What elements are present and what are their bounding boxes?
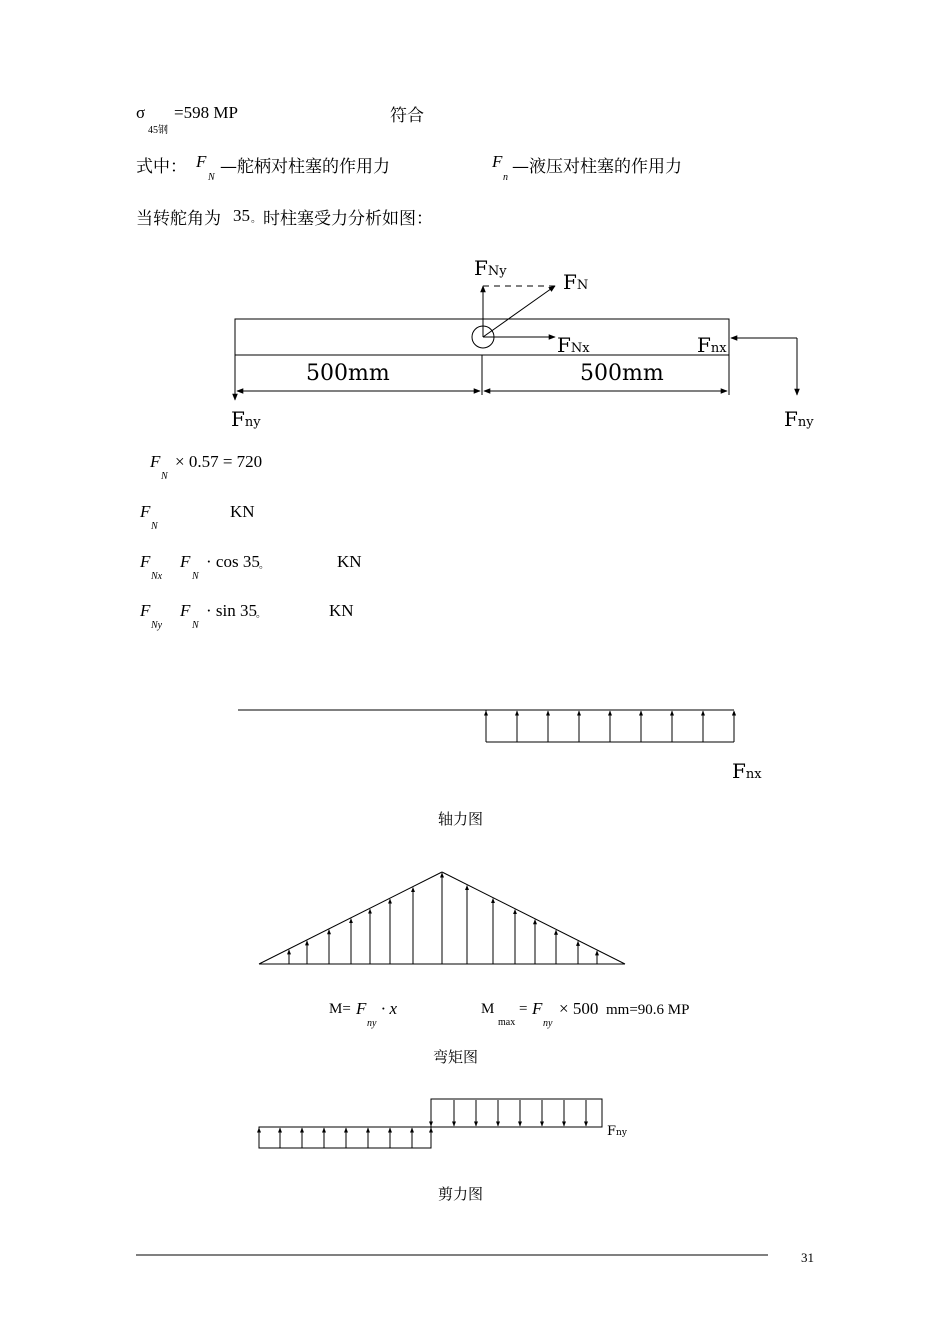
symbol-FN-sub: N xyxy=(208,172,215,183)
sigma-symbol: σ xyxy=(136,103,146,122)
eq4-degree: 。 xyxy=(256,609,266,620)
Fn-description: —液压对柱塞的作用力 xyxy=(512,157,682,177)
moment-F: F xyxy=(356,999,367,1018)
eq4-unit: KN xyxy=(329,601,354,620)
rudder-angle: 35 xyxy=(233,206,250,225)
moment-right-slope xyxy=(442,872,625,964)
eq4-F2: F xyxy=(180,601,191,620)
moment-arrows xyxy=(289,873,597,964)
moment-x: · x xyxy=(381,999,398,1018)
mmax-prefix: M xyxy=(481,1001,495,1017)
shear-caption: 剪力图 xyxy=(438,1185,484,1203)
intro-text-a: 当转舵角为 xyxy=(136,209,221,229)
label-FNy: FNy xyxy=(474,256,507,280)
label-FNx: FNx xyxy=(557,333,590,357)
label-Fny-right: Fny xyxy=(784,407,814,431)
shear-right-block xyxy=(431,1099,602,1127)
eq4-sub2: N xyxy=(192,620,199,631)
eq4-F: F xyxy=(140,601,151,620)
eq3-expression: · cos 35 xyxy=(206,552,260,571)
angle-degree-mark: 。 xyxy=(251,214,261,225)
page-number: 31 xyxy=(801,1250,814,1265)
eq1-expression: × 0.57 = 720 xyxy=(175,452,263,471)
symbol-Fn: F xyxy=(492,152,503,171)
mmax-equals: = xyxy=(519,1001,528,1017)
symbol-Fn-sub: n xyxy=(503,172,508,183)
sigma-value: =598 MP xyxy=(174,103,238,122)
label-FN: FN xyxy=(563,270,589,294)
eq3-unit: KN xyxy=(337,552,362,571)
eq3-sub2: N xyxy=(192,571,199,582)
eq2-sub: N xyxy=(151,521,158,532)
eq3-F: F xyxy=(140,552,151,571)
shear-left-block xyxy=(259,1127,431,1148)
mmax-sub: max xyxy=(498,1017,516,1028)
label-Fny-left: Fny xyxy=(231,407,261,431)
eq3-F2: F xyxy=(180,552,191,571)
moment-M-prefix: M= xyxy=(329,1001,351,1017)
mmax-F: F xyxy=(532,999,543,1018)
FN-arrow xyxy=(483,286,555,337)
sigma-result: 符合 xyxy=(390,106,424,126)
shear-label-Fny: Fny xyxy=(607,1124,627,1139)
eq3-sub: Nx xyxy=(151,571,163,582)
axial-arrows xyxy=(486,711,734,742)
sigma-subscript: 45钢 xyxy=(148,125,168,136)
moment-F-sub: ny xyxy=(367,1018,377,1029)
FN-description: —舵柄对柱塞的作用力 xyxy=(220,157,390,177)
eq1-sub: N xyxy=(161,471,168,482)
mmax-times: × 500 xyxy=(559,999,599,1018)
formula-prefix: 式中： xyxy=(136,157,187,177)
axial-label-Fnx: Fnx xyxy=(732,759,762,783)
eq1-F: F xyxy=(150,452,161,471)
eq4-expression: · sin 35 xyxy=(206,601,257,620)
eq2-F: F xyxy=(140,502,151,521)
symbol-FN: F xyxy=(196,152,207,171)
dimension-left-label: 500mm xyxy=(306,361,390,386)
eq2-unit: KN xyxy=(230,502,255,521)
mmax-F-sub: ny xyxy=(543,1018,553,1029)
axial-caption: 轴力图 xyxy=(438,810,484,828)
dimension-right-label: 500mm xyxy=(580,361,664,386)
plunger-body xyxy=(235,319,729,355)
label-Fnx: Fnx xyxy=(697,333,727,357)
moment-caption: 弯矩图 xyxy=(433,1048,479,1066)
mmax-tail: mm=90.6 MP xyxy=(606,1002,690,1018)
eq4-sub: Ny xyxy=(151,620,163,631)
eq3-degree: 。 xyxy=(259,560,269,571)
intro-text-b: 时柱塞受力分析如图： xyxy=(263,209,433,229)
shear-arrows xyxy=(259,1100,586,1148)
